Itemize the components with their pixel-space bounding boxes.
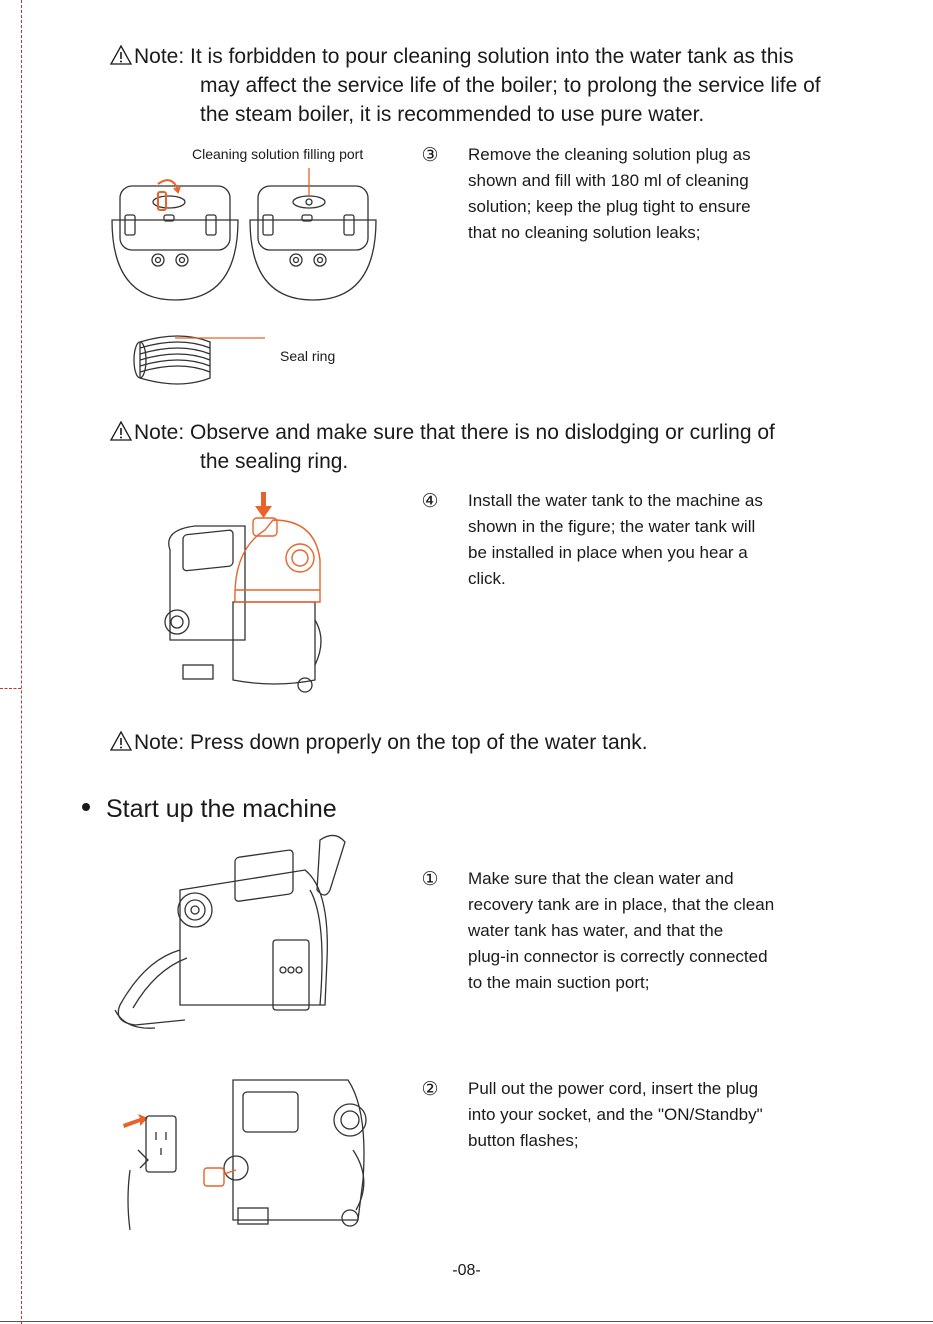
- step-line: plug-in connector is correctly connected: [468, 947, 768, 966]
- figure-machine-hose: [105, 830, 365, 1040]
- step-line: Install the water tank to the machine as: [468, 491, 763, 510]
- figure-cleaning-port: [100, 160, 420, 400]
- step-line: Remove the cleaning solution plug as: [468, 145, 751, 164]
- note-line: It is forbidden to pour cleaning solution into the water tank as this: [190, 45, 794, 68]
- step-line: Pull out the power cord, insert the plug: [468, 1079, 759, 1098]
- step-line: solution; keep the plug tight to ensure: [468, 197, 751, 216]
- note-line: may affect the service life of the boiler; to prolong the service life of: [200, 74, 821, 97]
- bullet-icon: [82, 803, 90, 811]
- step-line: that no cleaning solution leaks;: [468, 223, 701, 242]
- step-line: click.: [468, 569, 506, 588]
- warning-icon: [110, 45, 132, 65]
- note-line: Observe and make sure that there is no dislodging or curling of: [190, 421, 775, 444]
- warning-icon: [110, 731, 132, 751]
- step-line: to the main suction port;: [468, 973, 650, 992]
- note-line: the steam boiler, it is recommended to use pure water.: [200, 103, 705, 126]
- note-prefix: Note:: [134, 731, 185, 754]
- section-heading: [82, 795, 337, 824]
- note-boiler: [110, 42, 910, 129]
- note-press-down: [110, 728, 910, 757]
- trim-tick: [0, 688, 21, 689]
- step-start-2: [418, 1076, 888, 1156]
- figure-plug-socket: [118, 1070, 388, 1240]
- label-cleaning-port: Cleaning solution filling port: [192, 146, 364, 162]
- note-prefix: Note:: [134, 45, 185, 68]
- step-line: recovery tank are in place, that the clean: [468, 895, 775, 914]
- step-number: ④: [421, 490, 439, 512]
- step-line: shown and fill with 180 ml of cleaning: [468, 171, 749, 190]
- note-seal-ring: [110, 418, 910, 476]
- step-number: ②: [421, 1078, 439, 1100]
- figure-install-tank: [155, 490, 335, 700]
- trim-line-left: [21, 0, 22, 1324]
- step-line: into your socket, and the "ON/Standby": [468, 1105, 763, 1124]
- note-line: Press down properly on the top of the water tank.: [190, 731, 648, 754]
- section-title: Start up the machine: [106, 795, 337, 823]
- label-seal-ring: Seal ring: [280, 348, 336, 364]
- page-number: -08-: [452, 1262, 481, 1279]
- step-number: ③: [421, 144, 439, 166]
- step-start-1: [418, 866, 888, 998]
- warning-icon: [110, 421, 132, 441]
- step-line: be installed in place when you hear a: [468, 543, 748, 562]
- step-3: [418, 142, 888, 252]
- step-line: shown in the figure; the water tank will: [468, 517, 756, 536]
- step-line: water tank has water, and that the: [468, 921, 724, 940]
- step-number: ①: [421, 868, 439, 890]
- step-line: Make sure that the clean water and: [468, 869, 734, 888]
- step-4: [418, 488, 888, 598]
- trim-line-bottom: [0, 1321, 933, 1322]
- note-prefix: Note:: [134, 421, 185, 444]
- step-line: button flashes;: [468, 1131, 579, 1150]
- note-line: the sealing ring.: [200, 450, 349, 473]
